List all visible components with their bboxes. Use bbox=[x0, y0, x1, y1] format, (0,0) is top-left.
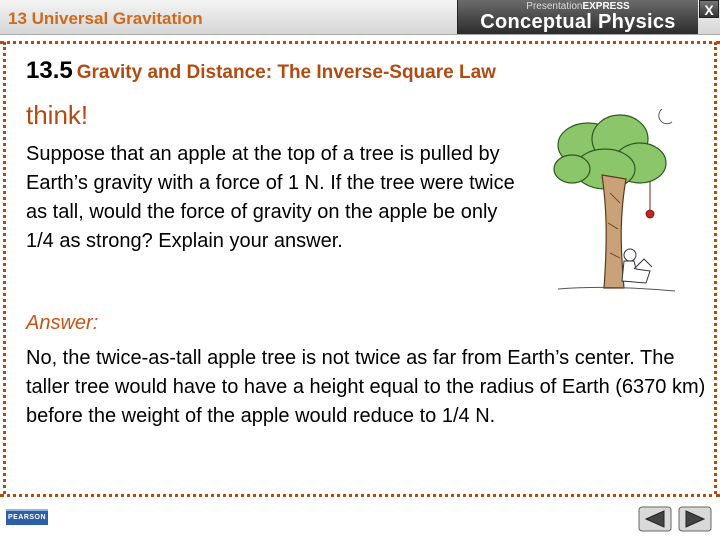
think-label: think! bbox=[26, 100, 89, 130]
previous-slide-button[interactable] bbox=[638, 506, 672, 532]
apple-tree-illustration bbox=[550, 103, 685, 298]
section-heading bbox=[26, 57, 496, 85]
apple-icon bbox=[646, 210, 654, 218]
question-text: Suppose that an apple at the top of a tree is pulled by Earth’s gravity with a force of 1 N. If the tree were twice as tall, would the force of gravity on the apple be only 1/4 as strong? Explain your answer. bbox=[26, 143, 515, 252]
brand-prefix: Presentation bbox=[526, 1, 583, 12]
slide-header bbox=[0, 0, 720, 40]
section-number: 13.5 bbox=[26, 57, 73, 84]
section-title: Gravity and Distance: The Inverse-Square Law bbox=[76, 62, 496, 83]
tree-trunk bbox=[602, 175, 626, 288]
moon-icon bbox=[659, 109, 672, 124]
ground-line bbox=[558, 287, 675, 291]
pearson-logo: PEARSON bbox=[6, 509, 48, 525]
brand-logo bbox=[457, 0, 698, 34]
brand-express: EXPRESS bbox=[582, 1, 630, 12]
close-button[interactable]: X bbox=[699, 0, 719, 18]
next-slide-button[interactable] bbox=[678, 506, 712, 532]
brand-title: Conceptual Physics bbox=[480, 11, 676, 33]
chapter-title: 13 Universal Gravitation bbox=[8, 9, 203, 28]
answer-label: Answer: bbox=[26, 312, 99, 334]
answer-text: No, the twice-as-tall apple tree is not twice as far from Earth’s center. The taller tree would have to have a height equal to the radius of Earth (6370 km) before the weight of the apple would reduce to 1/4 N. bbox=[26, 347, 706, 427]
header-bar bbox=[0, 0, 720, 35]
dotted-border-top bbox=[0, 41, 720, 44]
dotted-border-left bbox=[3, 42, 6, 494]
dotted-border-bottom bbox=[0, 494, 720, 497]
dotted-border-right bbox=[714, 42, 717, 494]
sitting-person bbox=[622, 249, 652, 283]
